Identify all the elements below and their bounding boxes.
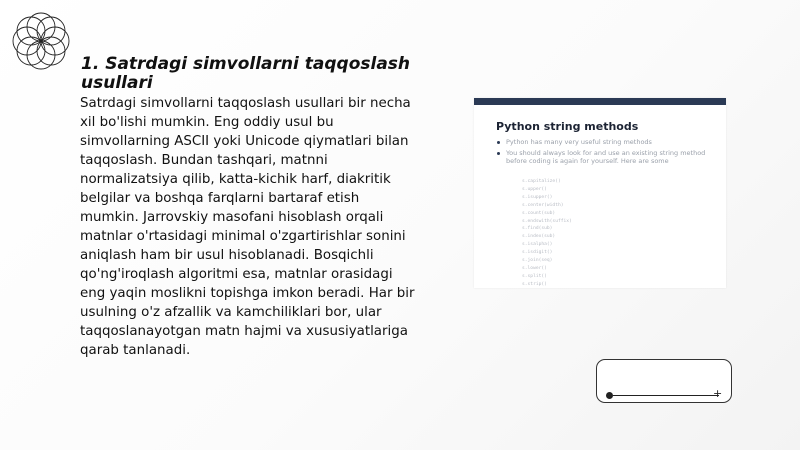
code-line: s.find(sub)	[522, 226, 553, 232]
slide-body-text: Satrdagi simvollarni taqqoslash usullari bir necha xil bo'lishi mumkin. Eng oddiy usul bu simvollarning ASCII yoki Unicode qiymatlari bilan taqqoslash. Bundan tashqari, matnni normalizatsiya qilib, katta-kichik harf, diakritik belgilar va boshqa farqlarni bartaraf etish mumkin. Jarrovskiy masofani hisoblash orqali matnlar o'rtasidagi minimal o'zgartirishlar sonini aniqlash ham bir usul hisoblanadi. Bosqichli qo'ng'iroqlash algoritmi esa, matnlar orasidagi eng yaqin moslikni topishga imkon beradi. Har bir usulning o'z afzallik va kamchiliklari bor, ular taqqoslanayotgan matn hajmi va xususiyatlariga qarab tanlanadi.	[80, 96, 415, 358]
player-progress-track[interactable]	[613, 395, 719, 396]
plus-icon[interactable]: +	[713, 387, 723, 400]
code-line: s.endswith(suffix)	[522, 218, 572, 224]
code-line: s.upper()	[522, 186, 547, 192]
embedded-slide-bullet: You should always look for and use an existing string method before coding is again for yourself. Here are some	[496, 149, 716, 166]
code-line: s.center(width)	[522, 202, 564, 208]
code-line: s.join(seq)	[522, 258, 553, 264]
slide-title: 1. Satrdagi simvollarni taqqoslash usullari	[81, 54, 411, 93]
playhead-dot-icon[interactable]	[606, 392, 613, 399]
audio-player[interactable]	[596, 359, 732, 403]
circular-lattice-logo	[6, 6, 76, 76]
embedded-slide-title: Python string methods	[496, 120, 639, 133]
code-line: s.capitalize()	[522, 179, 561, 184]
embedded-slide-image	[474, 98, 726, 288]
embedded-slide-header-bar	[474, 98, 726, 105]
code-line: s.isupper()	[522, 194, 553, 200]
code-line: s.count(sub)	[522, 210, 556, 216]
embedded-slide-bullet: Python has many very useful string methods	[496, 138, 716, 147]
code-line: s.strip()	[522, 281, 547, 287]
code-line: s.index(sub)	[522, 234, 556, 240]
code-line: s.isalpha()	[522, 242, 553, 248]
code-line: s.split()	[522, 273, 547, 279]
embedded-slide-code-block	[522, 178, 712, 289]
code-line: s.isdigit()	[522, 250, 553, 256]
embedded-slide-bullets	[496, 138, 716, 168]
code-line: s.lower()	[522, 265, 547, 271]
